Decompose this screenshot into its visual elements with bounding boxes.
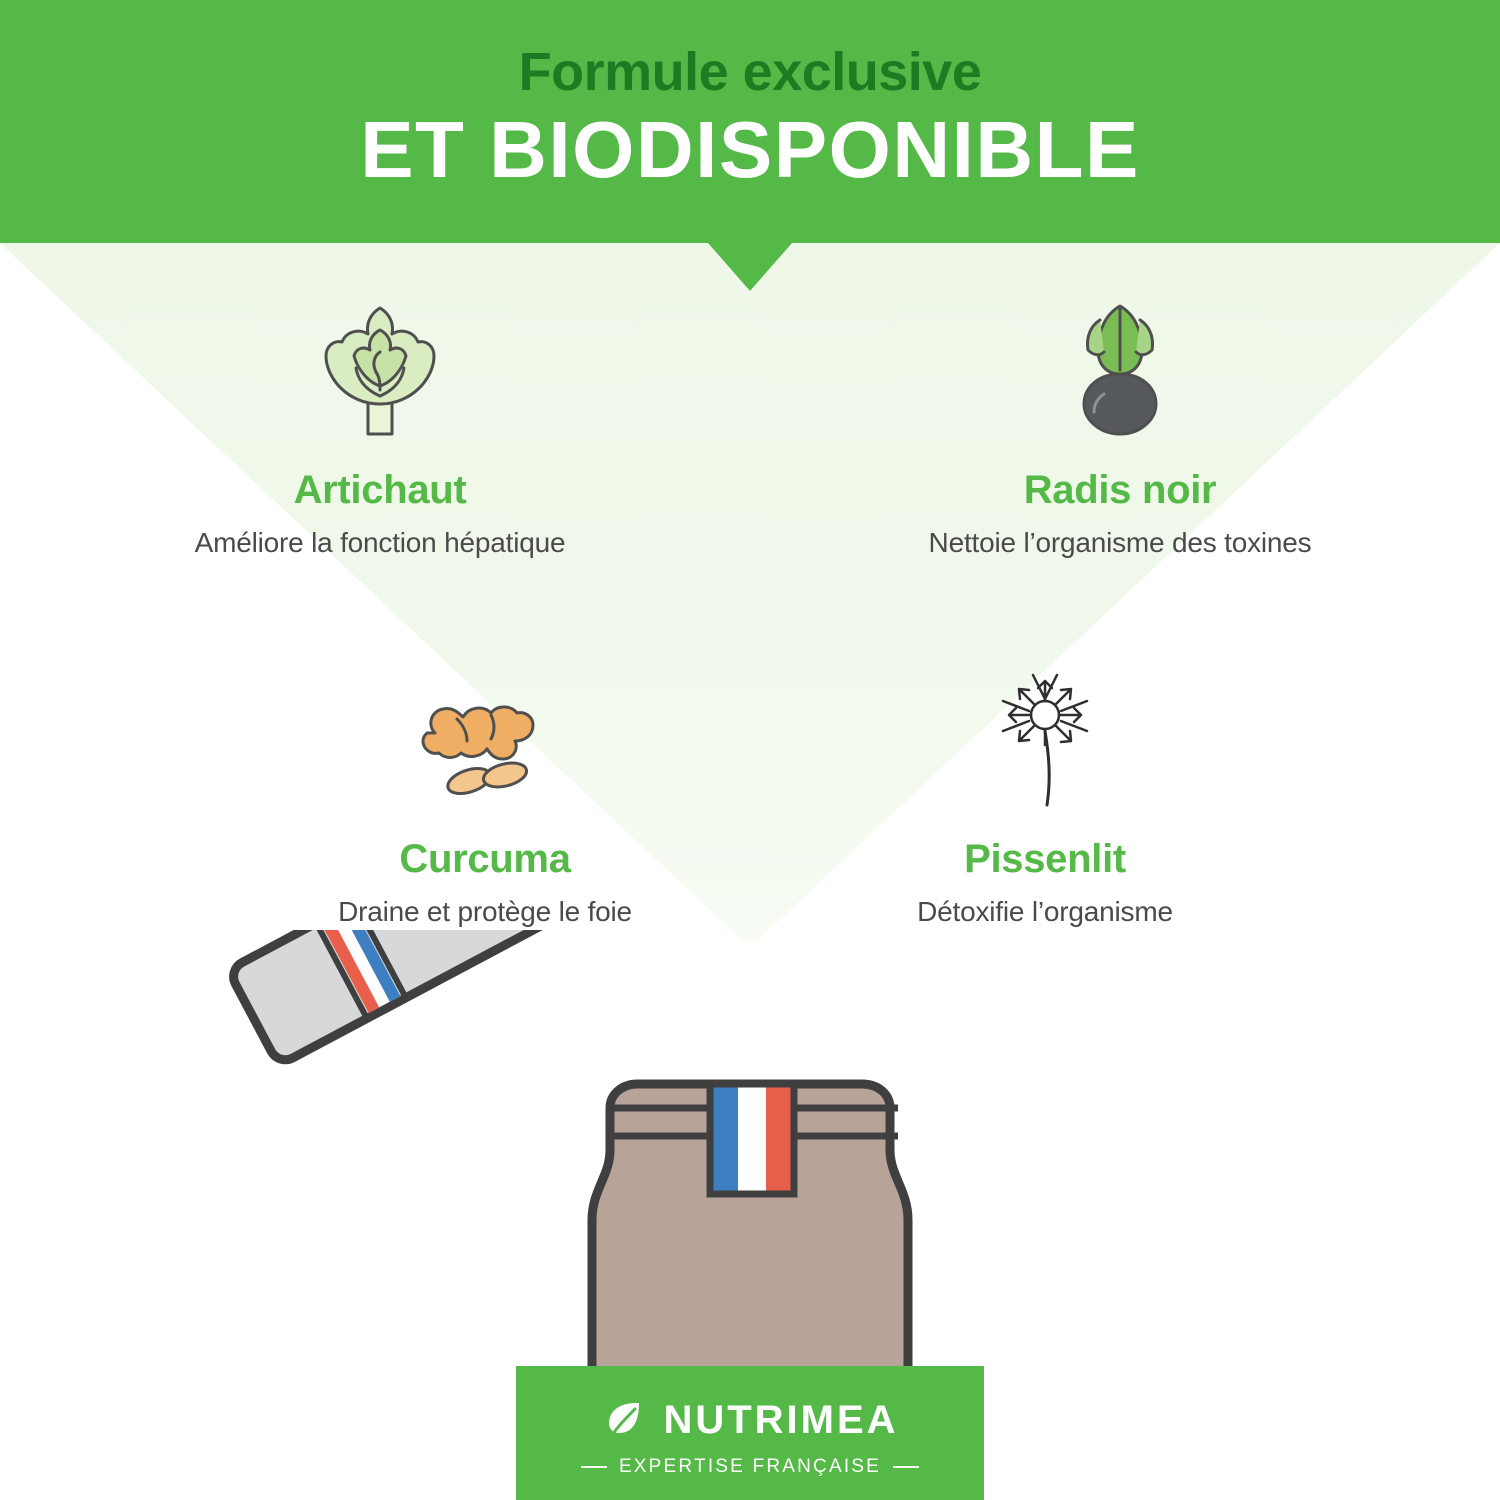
ingredient-description: Détoxifie l’organisme (917, 896, 1173, 927)
ingredients-row-top (0, 290, 1500, 559)
ingredient-name: Radis noir (1023, 468, 1217, 512)
brand-name: NUTRIMEA (663, 1398, 899, 1442)
turmeric-icon (395, 669, 575, 819)
ingredient-name: Pissenlit (964, 837, 1126, 881)
brand-tagline: EXPERTISE FRANÇAISE (618, 1456, 882, 1477)
ingredient-description: Nettoie l’organisme des toxines (928, 527, 1312, 558)
header-subtitle: Formule exclusive (518, 41, 982, 102)
header-title: ET BIODISPONIBLE (360, 104, 1140, 194)
dandelion-icon (965, 669, 1125, 819)
supplement-bottle-icon (516, 1084, 984, 1500)
ingredient-name: Curcuma (399, 837, 571, 881)
product-illustration (0, 930, 1500, 1500)
ingredient-name: Artichaut (293, 468, 467, 512)
header-banner (0, 0, 1500, 243)
ingredient-radis-noir (860, 290, 1380, 559)
bottle-cap-icon (228, 930, 579, 1065)
ingredient-description: Améliore la fonction hépatique (194, 527, 566, 558)
black-radish-icon (1040, 290, 1200, 450)
header-notch-arrow (708, 243, 792, 291)
ingredient-pissenlit (825, 669, 1265, 928)
ingredient-curcuma (265, 669, 705, 928)
artichoke-icon (300, 290, 460, 450)
ingredients-row-bottom (0, 669, 1500, 928)
ingredient-artichaut (120, 290, 640, 559)
ingredient-description: Draine et protège le foie (338, 896, 632, 927)
ingredients-grid (0, 290, 1500, 928)
